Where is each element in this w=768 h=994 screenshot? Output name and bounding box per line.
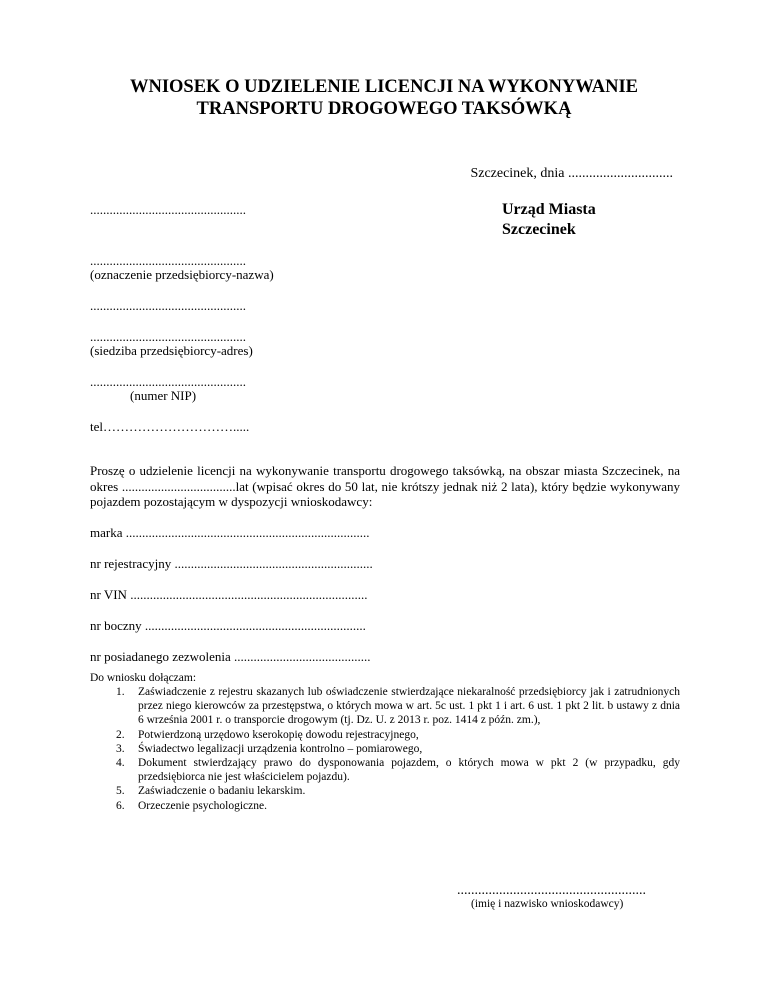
applicant-name-blank-line[interactable]: ................................................ bbox=[90, 253, 246, 268]
attachment-item bbox=[90, 799, 680, 813]
applicant-blank-line-2[interactable]: ................................................ bbox=[90, 298, 246, 313]
attachment-text: Zaświadczenie o badaniu lekarskim. bbox=[138, 785, 306, 798]
attachment-text: Zaświadczenie z rejestru skazanych lub oświadczenie stwierdzające niekaralność przedsiębiorcy jak i zatrudnionych przez niego kierowców za przestępstwa, o których mowa w art. 5c ust. 1 pkt 1 i art. 6 ust. 1 pkt 2 lit. b ustawy z dnia 6 września 2001 r. o transporcie drogowym (tj. Dz. U. z 2013 r. poz. 1414 z późn. zm.), bbox=[138, 686, 680, 727]
attachment-text: Świadectwo legalizacji urządzenia kontrolno – pomiarowego, bbox=[138, 742, 423, 755]
vehicle-registration-field[interactable]: nr rejestracyjny ............................................................. bbox=[90, 556, 373, 571]
attachments-list bbox=[90, 685, 680, 813]
applicant-blank-line-1[interactable]: ................................................ bbox=[90, 202, 246, 217]
place-date-field[interactable]: Szczecinek, dnia .............................. bbox=[470, 166, 673, 181]
attachment-item bbox=[90, 742, 680, 756]
form-title-line-2: TRANSPORTU DROGOWEGO TAKSÓWKĄ bbox=[196, 99, 572, 119]
vehicle-make-field[interactable]: marka ........................................................................... bbox=[90, 525, 370, 540]
permit-number-field[interactable]: nr posiadanego zezwolenia .......................................... bbox=[90, 649, 371, 664]
vehicle-vin-field[interactable]: nr VIN ......................................................................... bbox=[90, 587, 368, 602]
form-title bbox=[60, 76, 708, 120]
attachment-number: 3. bbox=[116, 742, 125, 755]
attachment-text: Potwierdzoną urzędowo kserokopię dowodu rejestracyjnego, bbox=[138, 728, 419, 741]
applicant-name-caption: (oznaczenie przedsiębiorcy-nazwa) bbox=[90, 267, 274, 282]
applicant-address-blank-line[interactable]: ................................................ bbox=[90, 329, 246, 344]
signature-caption: (imię i nazwisko wnioskodawcy) bbox=[471, 898, 624, 910]
attachment-number: 6. bbox=[116, 799, 125, 812]
vehicle-side-number-field[interactable]: nr boczny .................................................................... bbox=[90, 618, 366, 633]
recipient-authority bbox=[502, 200, 596, 240]
applicant-tel-field[interactable]: tel…………………………..... bbox=[90, 419, 250, 434]
attachment-text: Dokument stwierdzający prawo do dysponowania pojazdem, o których mowa w pkt 2 (w przypadku, gdy przedsiębiorca nie jest właścicielem pojazdu). bbox=[138, 757, 680, 784]
attachment-number: 5. bbox=[116, 785, 125, 798]
applicant-address-caption: (siedziba przedsiębiorcy-adres) bbox=[90, 343, 253, 358]
attachments-heading: Do wniosku dołączam: bbox=[90, 672, 197, 684]
attachment-item bbox=[90, 728, 680, 742]
attachment-number: 4. bbox=[116, 757, 125, 770]
attachment-item bbox=[90, 756, 680, 784]
attachment-number: 2. bbox=[116, 728, 125, 741]
form-title-line-1: WNIOSEK O UDZIELENIE LICENCJI NA WYKONYWANIE bbox=[129, 77, 638, 97]
attachment-text: Orzeczenie psychologiczne. bbox=[138, 799, 267, 812]
signature-line[interactable]: ...................................................... bbox=[457, 883, 646, 898]
authority-line-1: Urząd Miasta bbox=[502, 201, 596, 218]
attachment-number: 1. bbox=[116, 686, 125, 698]
request-paragraph: Proszę o udzielenie licencji na wykonywanie transportu drogowego taksówką, na obszar miasta Szczecinek, na okres ...................................lat (wpisać okres do 50 lat, nie krótszy jednak niż 2 lata), który będzie wykonywany pojazdem pozostającym w dyspozycji wnioskodawcy: bbox=[90, 463, 680, 509]
attachment-item bbox=[90, 784, 680, 798]
applicant-nip-caption: (numer NIP) bbox=[130, 388, 197, 403]
applicant-nip-blank-line[interactable]: ................................................ bbox=[90, 374, 246, 389]
attachment-item bbox=[90, 685, 680, 728]
authority-line-2: Szczecinek bbox=[502, 221, 576, 238]
